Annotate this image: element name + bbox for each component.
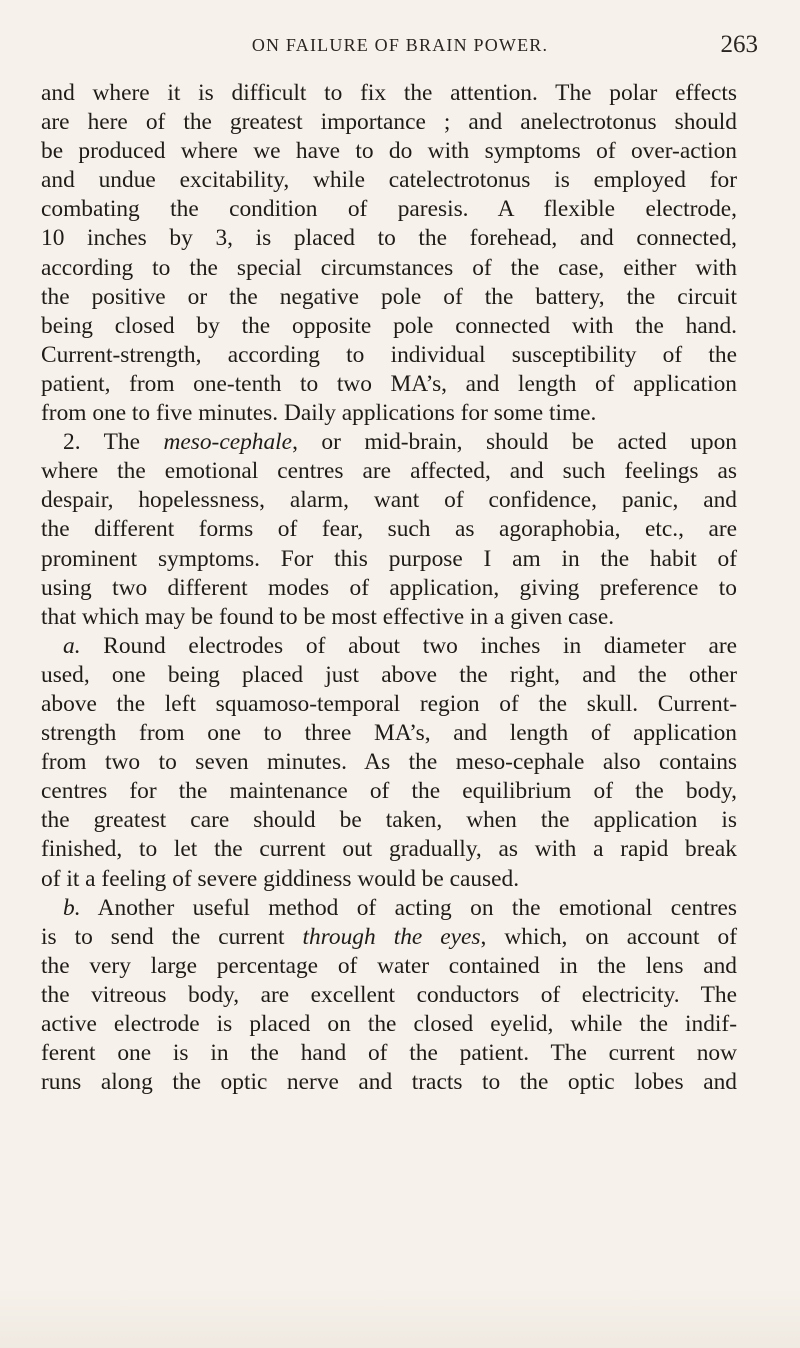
text-line: Current-strength, according to individual susceptibility of the (41, 341, 737, 368)
page-number: 263 (720, 31, 758, 58)
text-line: used, one being placed just above the right, and the other (41, 661, 737, 688)
text-line: the very large percentage of water contained in the lens and (41, 952, 737, 979)
line-segment: Round electrodes of about two inches in diameter are (80, 632, 737, 659)
text-line (41, 428, 737, 457)
text-line: of it a feeling of severe giddiness would be caused. (41, 865, 520, 892)
text-line: centres for the maintenance of the equilibrium of the body, (41, 778, 737, 805)
text-line: where the emotional centres are affected, and such feelings as (41, 458, 737, 485)
text-line: active electrode is placed on the closed eyelid, while the indif- (41, 1011, 737, 1037)
body-text (41, 79, 737, 1097)
text-line: that which may be found to be most effective in a given case. (41, 603, 615, 630)
italic-label: b. (63, 894, 81, 921)
text-line: using two different modes of application, giving preference to (41, 574, 737, 601)
text-line: above the left squamoso-temporal region of the skull. Current- (41, 690, 737, 717)
text-line: from one to five minutes. Daily applications for some time. (41, 400, 597, 427)
line-segment: 2. The (63, 429, 164, 456)
text-line: be produced where we have to do with symptoms of over-action (41, 138, 737, 165)
text-line: prominent symptoms. For this purpose I am in the habit of (41, 545, 737, 572)
text-line (41, 894, 737, 923)
running-title: ON FAILURE OF BRAIN POWER. (251, 35, 549, 55)
text-line: the positive or the negative pole of the battery, the circuit (41, 283, 737, 310)
line-segment: , or mid-brain, should be acted upon (292, 429, 737, 456)
text-line: and undue excitability, while catelectrotonus is employed for (41, 167, 737, 194)
text-line (41, 632, 737, 661)
text-line: being closed by the opposite pole connected with the hand. (41, 312, 737, 339)
text-line: ferent one is in the hand of the patient. The current now (41, 1040, 737, 1067)
text-line: despair, hopelessness, alarm, want of confidence, panic, and (41, 487, 737, 514)
text-line: according to the special circumstances of the case, either with (41, 254, 737, 281)
text-line: and where it is difficult to fix the attention. The polar effects (41, 80, 737, 106)
text-line (41, 923, 737, 952)
line-segment: , which, on account of (480, 923, 737, 950)
running-head (40, 31, 760, 61)
text-line: the vitreous body, are excellent conductors of electricity. The (41, 981, 737, 1008)
page-bottom-shade (0, 1288, 800, 1348)
text-line: the different forms of fear, such as agoraphobia, etc., are (41, 516, 737, 543)
text-line: patient, from one-tenth to two MA’s, and length of application (41, 370, 737, 397)
text-line: 10 inches by 3, is placed to the forehead, and connected, (41, 225, 737, 252)
text-line: runs along the optic nerve and tracts to the optic lobes and (41, 1069, 737, 1096)
italic-term: through the eyes (302, 923, 481, 950)
line-segment: Another useful method of acting on the emotional centres (80, 894, 737, 921)
text-line: combating the condition of paresis. A flexible electrode, (41, 196, 737, 223)
italic-term: meso-cephale (163, 429, 293, 456)
text-line: are here of the greatest importance ; and anelectrotonus should (41, 109, 737, 136)
text-line: finished, to let the current out gradually, as with a rapid break (41, 836, 737, 863)
text-line: from two to seven minutes. As the meso-cephale also contains (41, 749, 737, 776)
text-line: strength from one to three MA’s, and length of application (41, 720, 737, 747)
text-line: the greatest care should be taken, when the application is (41, 807, 737, 834)
line-segment: is to send the current (41, 923, 303, 950)
italic-label: a. (63, 632, 81, 659)
